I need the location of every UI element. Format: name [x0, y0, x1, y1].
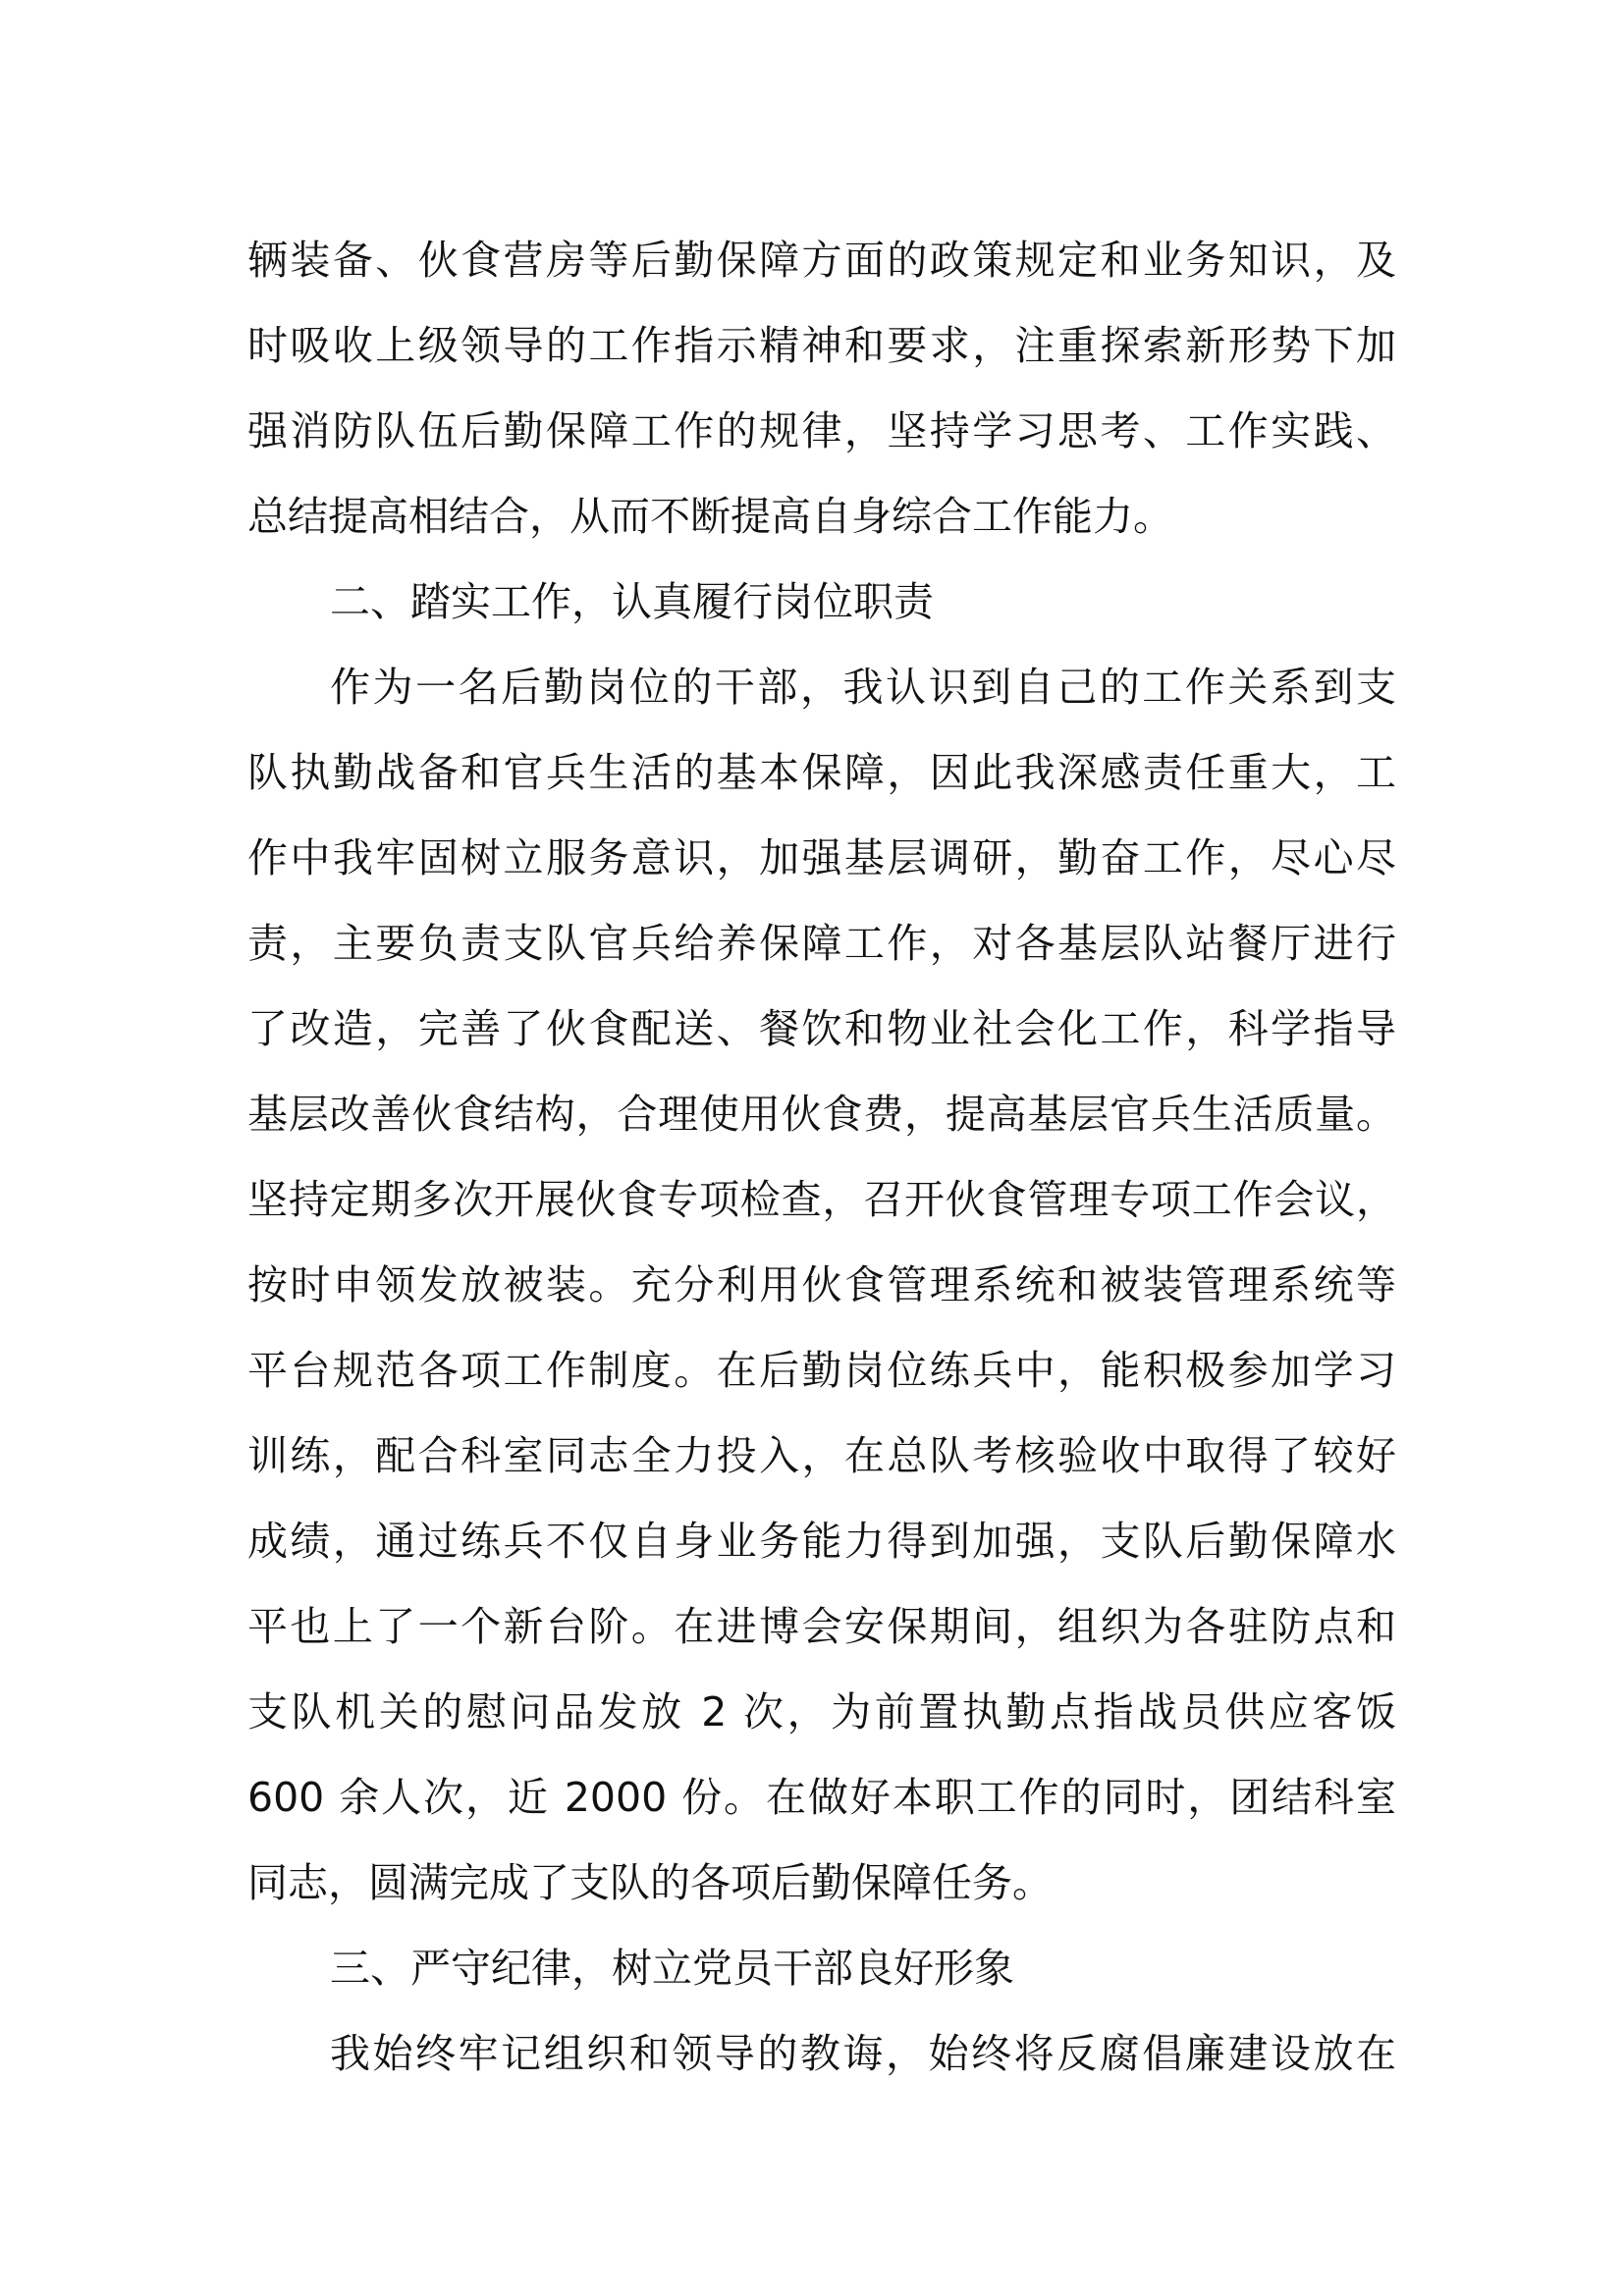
body-text-line: 成绩，通过练兵不仅自身业务能力得到加强，支队后勤保障水 — [247, 1518, 1396, 1565]
body-text-line: 作中我牢固树立服务意识，加强基层调研，勤奋工作，尽心尽 — [247, 834, 1396, 881]
body-text-line: 时吸收上级领导的工作指示精神和要求，注重探索新形势下加 — [247, 322, 1396, 369]
section-heading: 二、踏实工作，认真履行岗位职责 — [330, 578, 934, 625]
section-heading: 三、严守纪律，树立党员干部良好形象 — [330, 1945, 1014, 1992]
body-text-line: 训练，配合科室同志全力投入，在总队考核验收中取得了较好 — [247, 1432, 1396, 1479]
body-text-line: 平台规范各项工作制度。在后勤岗位练兵中，能积极参加学习 — [247, 1347, 1396, 1394]
body-text-line: 坚持定期多次开展伙食专项检查，召开伙食管理专项工作会议， — [247, 1176, 1396, 1223]
body-text-line: 我始终牢记组织和领导的教诲，始终将反腐倡廉建设放在 — [330, 2030, 1396, 2077]
body-text-line: 强消防队伍后勤保障工作的规律，坚持学习思考、工作实践、 — [247, 407, 1396, 454]
body-text-line: 支队机关的慰问品发放 2 次，为前置执勤点指战员供应客饭 — [247, 1688, 1396, 1735]
body-text-line: 作为一名后勤岗位的干部，我认识到自己的工作关系到支 — [330, 664, 1396, 711]
body-text-line: 了改造，完善了伙食配送、餐饮和物业社会化工作，科学指导 — [247, 1005, 1396, 1052]
body-text-line: 平也上了一个新台阶。在进博会安保期间，组织为各驻防点和 — [247, 1603, 1396, 1650]
body-text-line: 队执勤战备和官兵生活的基本保障，因此我深感责任重大，工 — [247, 749, 1396, 796]
body-text-line: 基层改善伙食结构，合理使用伙食费，提高基层官兵生活质量。 — [247, 1091, 1396, 1138]
body-text-line: 辆装备、伙食营房等后勤保障方面的政策规定和业务知识，及 — [247, 237, 1396, 284]
body-text-line: 600 余人次，近 2000 份。在做好本职工作的同时，团结科室 — [247, 1774, 1396, 1821]
body-text-line: 同志，圆满完成了支队的各项后勤保障任务。 — [247, 1859, 1053, 1906]
body-text-line: 按时申领发放被装。充分利用伙食管理系统和被装管理系统等 — [247, 1261, 1396, 1308]
body-text-line: 责，主要负责支队官兵给养保障工作，对各基层队站餐厅进行 — [247, 920, 1396, 967]
body-text-line: 总结提高相结合，从而不断提高自身综合工作能力。 — [247, 493, 1173, 540]
